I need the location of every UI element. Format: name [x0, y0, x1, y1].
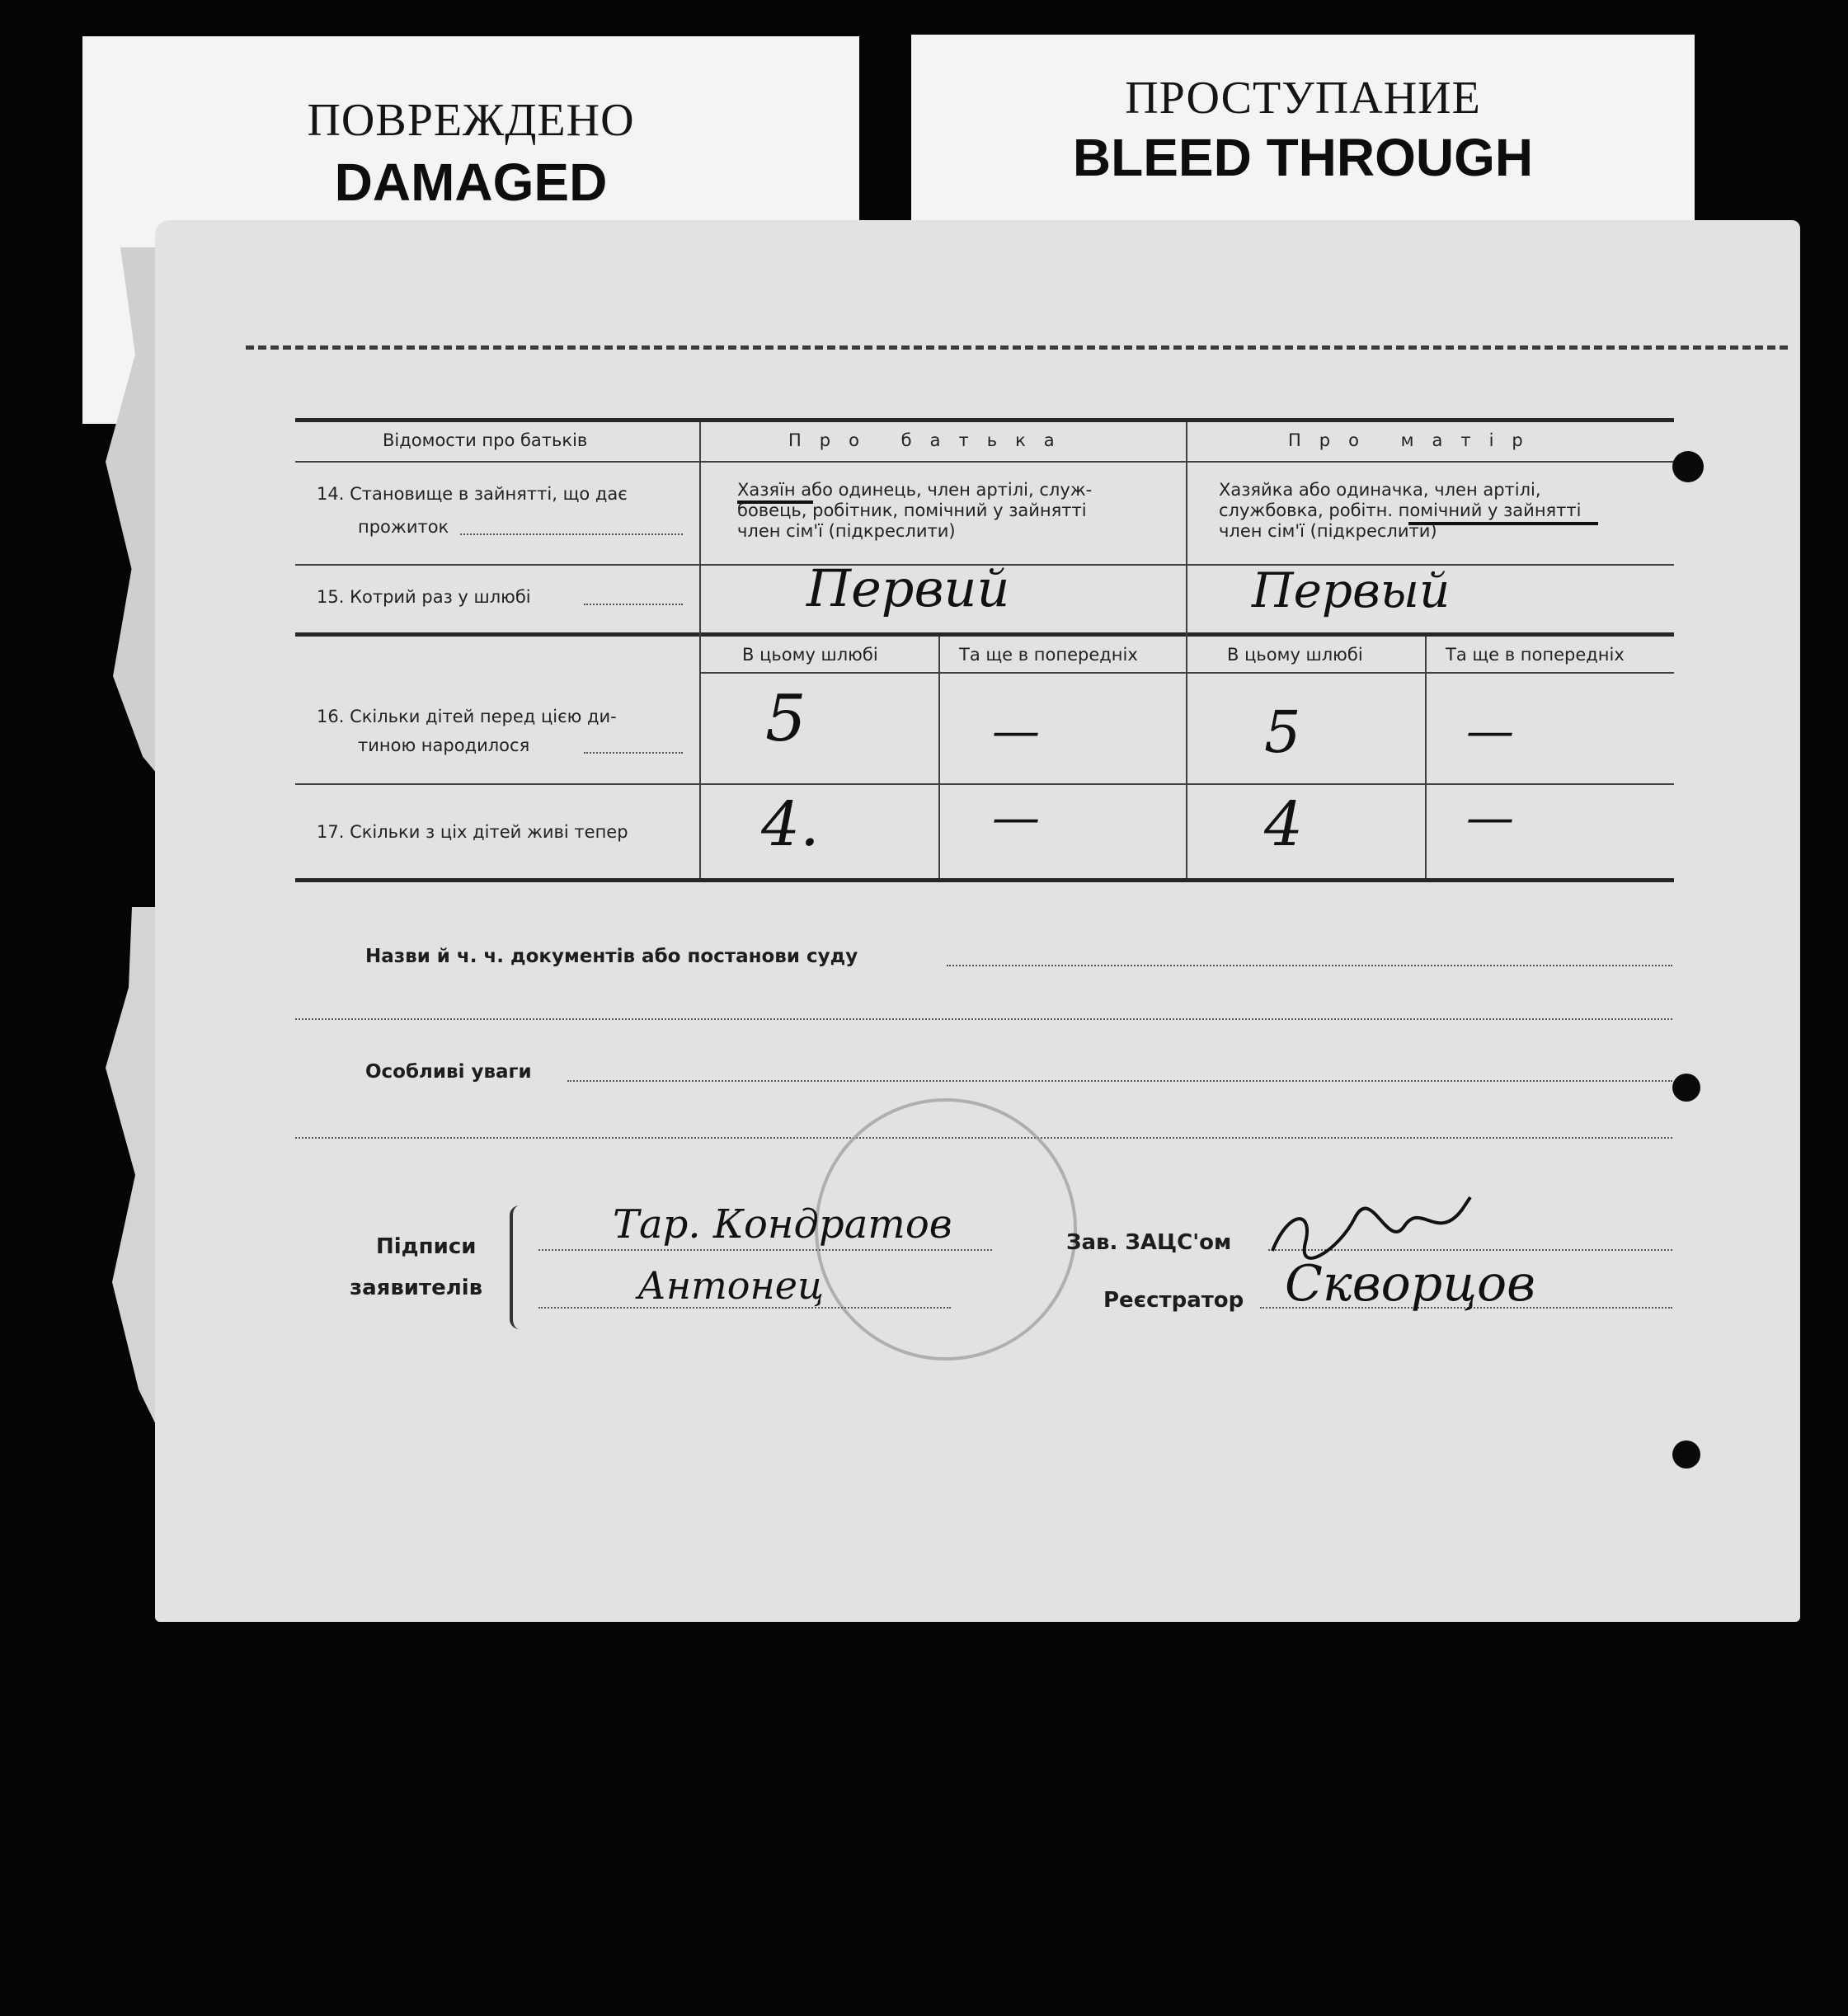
bleed-through-label-card	[911, 35, 1695, 220]
row14-mother-line3: член сім'ї (підкреслити)	[1219, 521, 1437, 541]
col-divider-3	[938, 637, 940, 878]
remarks-line-1	[567, 1080, 1672, 1082]
row15-mother-value: Первый	[1252, 562, 1451, 618]
row14-father-line3: член сім'ї (підкреслити)	[737, 521, 956, 541]
col-divider-4	[1425, 637, 1427, 878]
document-page	[155, 220, 1800, 1622]
binding-hole	[1672, 451, 1704, 482]
row14-label-line2: прожиток	[358, 517, 449, 537]
mother-occupation-underline	[1408, 522, 1598, 525]
signatures-label-line2: заявителів	[350, 1276, 483, 1300]
father-occupation-underline	[737, 500, 813, 504]
signature-line-1	[538, 1249, 992, 1251]
col-divider-1	[699, 422, 701, 878]
table-bottom-rule	[295, 878, 1674, 882]
mother-this-marriage-header: В цьому шлюбі	[1227, 645, 1363, 665]
damaged-label-en: DAMAGED	[334, 153, 608, 212]
applicant-signature-2: Антонец	[637, 1263, 825, 1308]
registrar-signature: Скворцов	[1285, 1255, 1536, 1313]
header-mother: Про матір	[1288, 430, 1541, 450]
row14-mother-line1: Хазяйка або одиначка, член артілі,	[1219, 480, 1541, 500]
row14-father-line1: Хазяїн або одинець, член артілі, служ-	[737, 480, 1093, 500]
bleed-label-ru: ПРОСТУПАНИЕ	[1125, 73, 1481, 124]
table-header-rule	[295, 461, 1674, 463]
row14-father-line2: бовець, робітник, помічний у зайнятті	[737, 500, 1087, 520]
subheader-rule	[701, 672, 1674, 674]
row15-father-value: Первий	[806, 558, 1010, 618]
col-divider-2	[1186, 422, 1187, 878]
row16-father-this: 5	[765, 682, 806, 756]
father-this-marriage-header: В цьому шлюбі	[742, 645, 878, 665]
row17-father-prev: —	[992, 789, 1040, 845]
mother-previous-header: Та ще в попередніх	[1446, 645, 1625, 665]
binding-hole	[1672, 1440, 1700, 1469]
row15-leader-dots	[584, 604, 683, 605]
row15-rule	[295, 632, 1674, 637]
bleed-label-en: BLEED THROUGH	[1072, 128, 1534, 187]
head-label: Зав. ЗАЦС'ом	[1066, 1230, 1232, 1255]
registrar-label: Реєстратор	[1103, 1288, 1244, 1313]
documents-label: Назви й ч. ч. документів або постанови суду	[365, 946, 858, 967]
signatures-brace	[510, 1205, 528, 1329]
row16-leader-dots	[584, 752, 683, 754]
damaged-label-ru: ПОВРЕЖДЕНО	[307, 95, 635, 146]
header-father: Про батька	[788, 430, 1073, 450]
documents-line-1	[947, 965, 1672, 966]
row14-label-line1: 14. Становище в зайнятті, що дає	[317, 484, 628, 504]
row16-mother-this: 5	[1264, 698, 1301, 766]
row16-mother-prev: —	[1466, 703, 1514, 759]
applicant-signature-1: Тар. Кондратов	[613, 1201, 952, 1248]
row17-mother-prev: —	[1466, 789, 1514, 845]
documents-line-2	[295, 1018, 1672, 1020]
row15-label: 15. Котрий раз у шлюбі	[317, 587, 531, 607]
row14-leader-dots	[460, 533, 683, 535]
remarks-label: Особливі уваги	[365, 1061, 532, 1083]
header-info: Відомости про батьків	[383, 430, 588, 450]
binding-hole	[1672, 1074, 1700, 1102]
table-top-rule	[295, 418, 1674, 422]
row17-father-this: 4.	[761, 789, 820, 860]
row16-father-prev: —	[992, 703, 1040, 759]
row16-label-line1: 16. Скільки дітей перед цією ди-	[317, 707, 617, 726]
signatures-label-line1: Підписи	[376, 1234, 477, 1259]
row14-mother-line2: службовка, робітн. помічний у зайнятті	[1219, 500, 1582, 520]
perforation-line	[246, 345, 1788, 350]
row17-mother-this: 4	[1264, 789, 1304, 860]
row16-rule	[295, 783, 1674, 785]
row16-label-line2: тиною народилося	[358, 735, 530, 755]
row17-label: 17. Скільки з ціх дітей живі тепер	[317, 822, 628, 842]
father-previous-header: Та ще в попередніх	[959, 645, 1138, 665]
